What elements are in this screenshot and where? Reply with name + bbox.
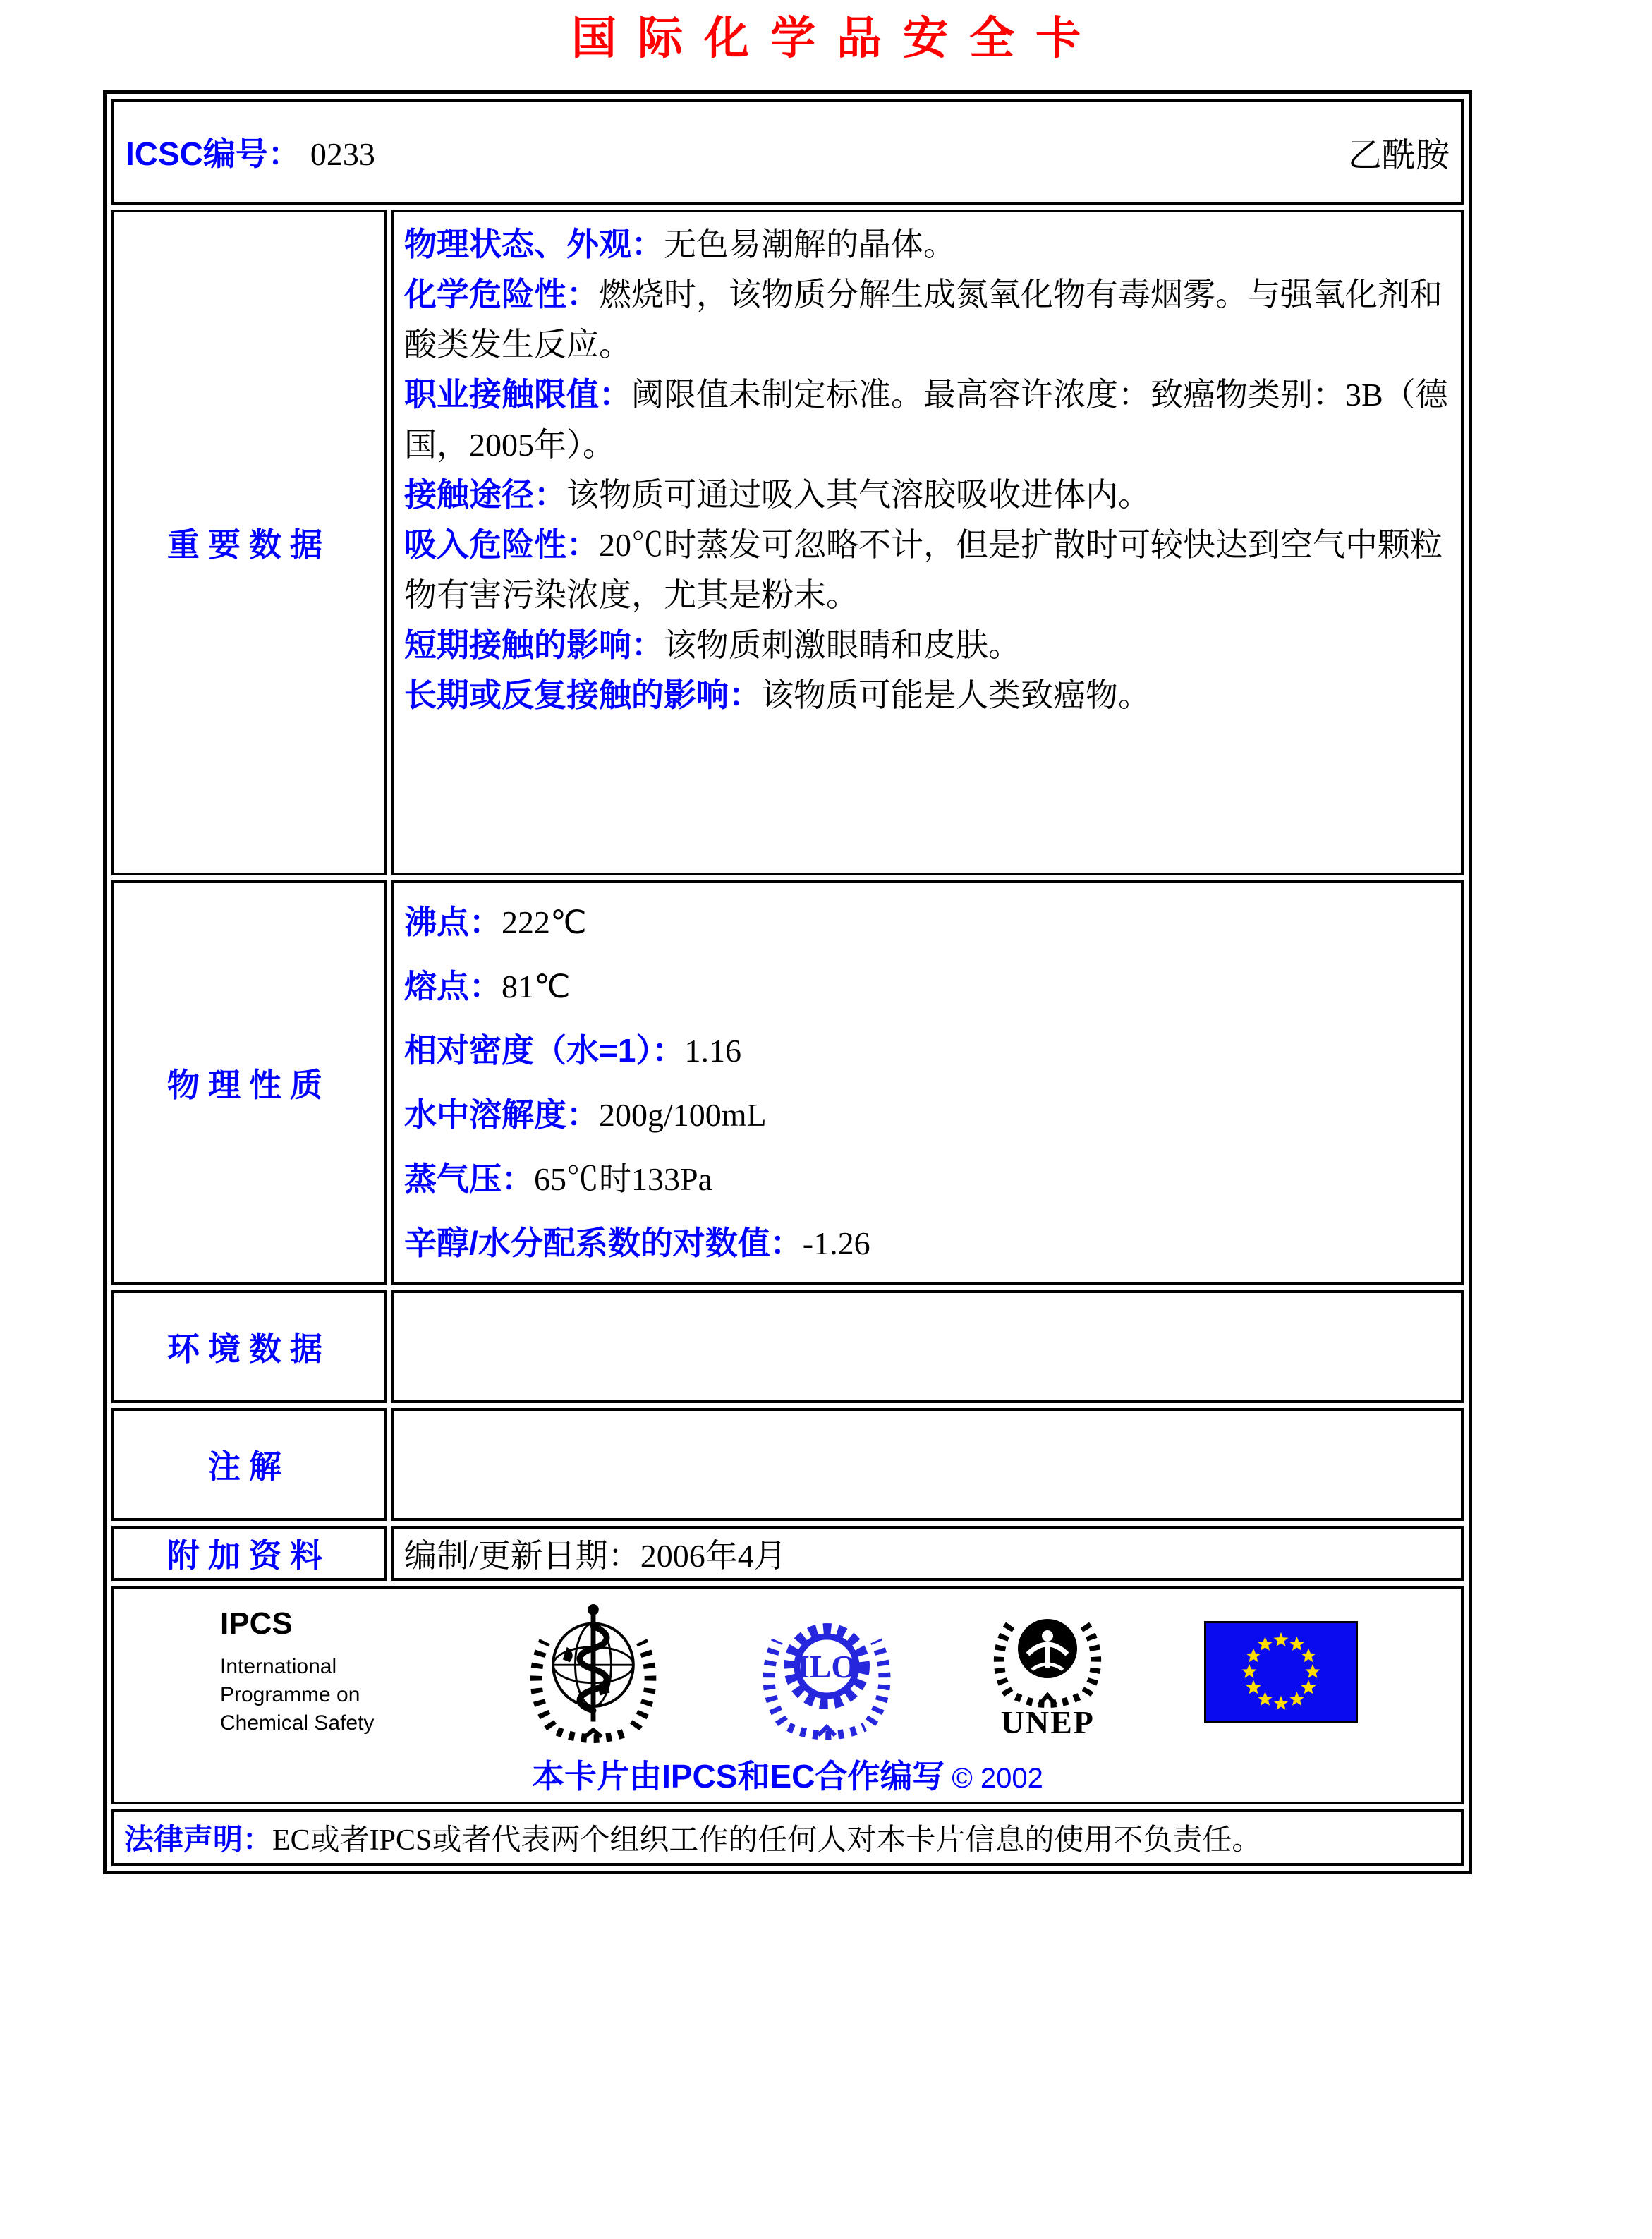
ipcs-title: IPCS [220, 1606, 293, 1641]
important-data-content [391, 210, 1464, 875]
legal-row [111, 1809, 1464, 1866]
item-text: 200g/100mL [599, 1097, 767, 1133]
legal-text: EC或者IPCS或者代表两个组织工作的任何人对本卡片信息的使用不负责任。 [272, 1824, 1262, 1857]
item-label: 辛醇/水分配系数的对数值： [404, 1225, 803, 1261]
important-data-item [404, 370, 1451, 470]
icsc-number-label: ICSC编号： [126, 135, 300, 172]
item-text: 65℃时133Pa [534, 1161, 712, 1197]
environmental-data-content [391, 1290, 1464, 1403]
who-logo-icon [524, 1598, 662, 1745]
section-label-environmental-data: 环境数据 [111, 1290, 387, 1403]
item-text: 1.16 [684, 1033, 741, 1069]
section-label-physical-properties: 物理性质 [111, 880, 387, 1285]
physical-property-item [404, 954, 1451, 1019]
icsc-card-table [103, 90, 1472, 1874]
unep-logo-block [990, 1603, 1105, 1741]
important-data-item [404, 219, 1451, 269]
important-data-row [111, 210, 1464, 875]
item-text: 222℃ [502, 904, 587, 940]
section-label-important-data: 重要数据 [111, 210, 387, 875]
item-text: 无色易潮解的晶体。 [664, 226, 956, 262]
credit-year: © 2002 [952, 1763, 1043, 1794]
unep-label: UNEP [1000, 1704, 1095, 1740]
physical-property-item [404, 890, 1451, 954]
eu-flag-icon [1204, 1621, 1358, 1723]
important-data-item [404, 269, 1451, 370]
item-text: -1.26 [802, 1225, 870, 1261]
ipcs-subtitle-line: Chemical Safety [220, 1711, 375, 1735]
item-label: 物理状态、外观： [404, 226, 664, 262]
important-data-item [404, 470, 1451, 520]
environmental-data-row [111, 1290, 1464, 1403]
item-label: 沸点： [404, 904, 502, 940]
update-date-text: 编制/更新日期：2006年4月 [404, 1538, 786, 1574]
ipcs-subtitle-line: International [220, 1655, 337, 1678]
item-label: 接触途径： [404, 476, 566, 513]
additional-information-row [111, 1526, 1464, 1581]
chemical-name: 乙酰胺 [1347, 136, 1450, 174]
physical-property-item [404, 1147, 1451, 1211]
important-data-item [404, 670, 1451, 720]
item-label: 蒸气压： [404, 1160, 534, 1197]
icsc-number-group [126, 128, 375, 175]
item-text: 该物质可通过吸入其气溶胶吸收进体内。 [566, 477, 1150, 513]
additional-information-content [391, 1526, 1464, 1581]
icsc-number-value: 0233 [310, 136, 375, 172]
footer-cell [111, 1586, 1464, 1804]
item-label: 吸入危险性： [404, 526, 599, 563]
physical-property-item [404, 1211, 1451, 1275]
physical-properties-row [111, 880, 1464, 1285]
item-label: 熔点： [404, 968, 502, 1005]
important-data-item [404, 620, 1451, 670]
ipcs-subtitle-line: Programme on [220, 1683, 360, 1706]
unep-logo-icon [990, 1603, 1105, 1709]
header-row [111, 99, 1464, 205]
credit-line [121, 1751, 1454, 1797]
header-cell [111, 99, 1464, 205]
physical-property-item [404, 1083, 1451, 1147]
item-text: 燃烧时，该物质分解生成氮氧化物有毒烟雾。与强氧化剂和酸类发生反应。 [404, 277, 1443, 363]
credit-text: 本卡片由IPCS和EC合作编写 [532, 1758, 945, 1795]
item-label: 短期接触的影响： [404, 626, 664, 663]
page-title: 国际化学品安全卡 [571, 13, 1102, 63]
legal-cell [111, 1809, 1464, 1866]
item-text: 81℃ [502, 969, 571, 1005]
item-text: 该物质刺激眼睛和皮肤。 [664, 627, 1021, 663]
notes-row [111, 1408, 1464, 1521]
item-text: 该物质可能是人类致癌物。 [761, 677, 1150, 713]
item-label: 职业接触限值： [404, 376, 631, 413]
legal-label: 法律声明： [124, 1823, 273, 1856]
item-label: 长期或反复接触的影响： [404, 676, 761, 713]
item-label: 相对密度（水=1）： [404, 1032, 685, 1069]
logos-row [121, 1598, 1454, 1745]
item-label: 水中溶解度： [404, 1096, 599, 1133]
item-label: 化学危险性： [404, 276, 599, 313]
important-data-item [404, 520, 1451, 620]
physical-property-item [404, 1019, 1451, 1083]
ilo-monogram-text: ILO [796, 1649, 856, 1685]
item-text: 阈限值未制定标准。最高容许浓度：致癌物类别：3B（德国，2005年）。 [404, 377, 1448, 463]
physical-properties-content [391, 880, 1464, 1285]
ipcs-text-block [220, 1606, 425, 1737]
footer-row [111, 1586, 1464, 1804]
notes-content [391, 1408, 1464, 1521]
section-label-additional-information: 附加资料 [111, 1526, 387, 1581]
ilo-logo-icon [762, 1601, 892, 1742]
item-text: 20℃时蒸发可忽略不计，但是扩散时可较快达到空气中颗粒物有害污染浓度，尤其是粉末。 [404, 527, 1443, 613]
section-label-notes: 注解 [111, 1408, 387, 1521]
